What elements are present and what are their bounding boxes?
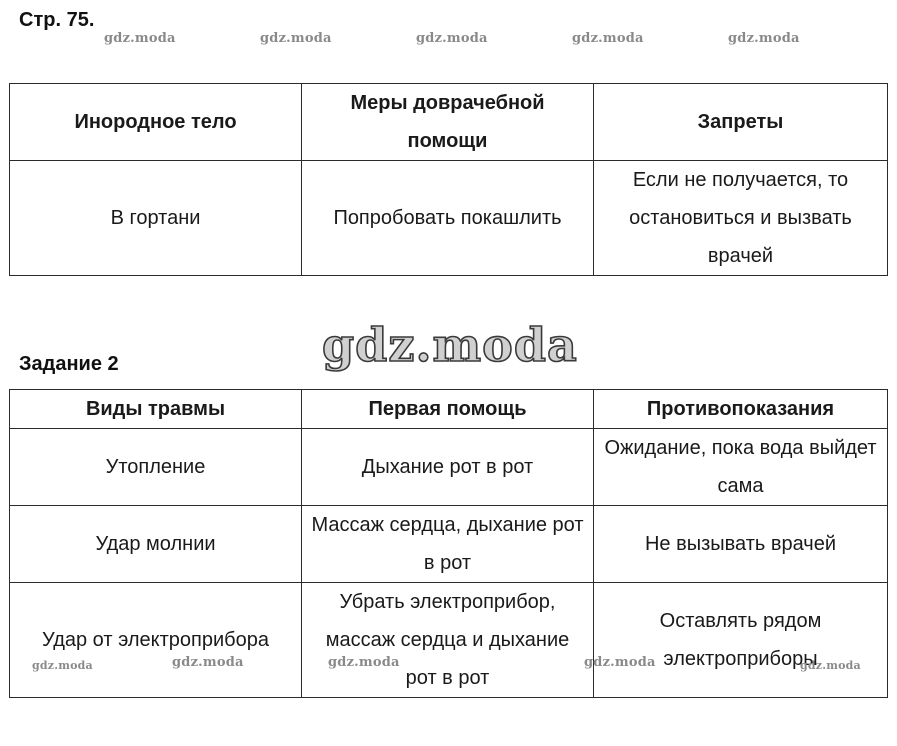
watermark: gdz.moda [328, 655, 400, 670]
table-cell: Попробовать покашлить [302, 161, 594, 276]
watermark: gdz.moda [32, 659, 93, 672]
table-cell: Убрать электроприбор, массаж сердца и дыхание рот в рот [302, 583, 594, 698]
page-heading: Стр. 75. [19, 9, 95, 31]
watermark: gdz.moda [800, 659, 861, 672]
header-cell: Первая помощь [302, 390, 594, 429]
table-cell: Удар молнии [10, 506, 302, 583]
watermark: gdz.moda [728, 31, 800, 46]
foreign-body-table [9, 83, 888, 276]
watermark-large: gdz.moda [322, 318, 578, 372]
table-cell: Не вызывать врачей [594, 506, 888, 583]
watermark: gdz.moda [584, 655, 656, 670]
table-row [10, 583, 888, 698]
table-cell: Ожидание, пока вода выйдет сама [594, 429, 888, 506]
table-cell: Утопление [10, 429, 302, 506]
header-cell: Меры доврачебной помощи [302, 84, 594, 161]
header-cell: Виды травмы [10, 390, 302, 429]
table-cell: Дыхание рот в рот [302, 429, 594, 506]
watermark: gdz.moda [572, 31, 644, 46]
table-header-row [10, 84, 888, 161]
table-row [10, 161, 888, 276]
header-cell: Запреты [594, 84, 888, 161]
header-cell: Противопоказания [594, 390, 888, 429]
watermark: gdz.moda [104, 31, 176, 46]
watermark: gdz.moda [172, 655, 244, 670]
task-heading: Задание 2 [19, 353, 119, 375]
table-cell: Удар от электроприбора [10, 583, 302, 698]
table-cell: Если не получается, то остановиться и вызвать врачей [594, 161, 888, 276]
injury-table [9, 389, 888, 698]
watermark: gdz.moda [416, 31, 488, 46]
table-row [10, 506, 888, 583]
table-cell: В гортани [10, 161, 302, 276]
table-header-row [10, 390, 888, 429]
header-cell: Инородное тело [10, 84, 302, 161]
table-row [10, 429, 888, 506]
table-cell: Массаж сердца, дыхание рот в рот [302, 506, 594, 583]
table-cell: Оставлять рядом электроприборы [594, 583, 888, 698]
watermark: gdz.moda [260, 31, 332, 46]
